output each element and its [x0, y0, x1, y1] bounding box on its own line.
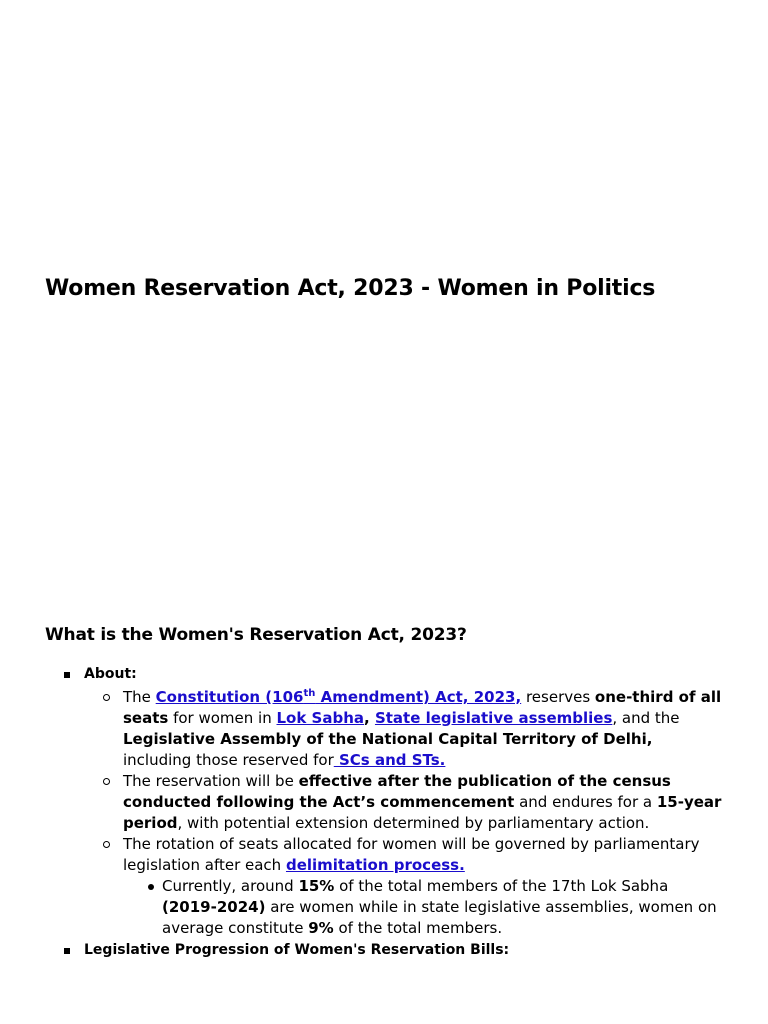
text: of the total members.	[333, 919, 503, 937]
list-item-current-stats	[123, 876, 724, 939]
bold-text: one-third of all seats	[123, 688, 722, 727]
constitution-amendment-link[interactable]	[156, 688, 522, 706]
bold-text: 9%	[308, 919, 334, 937]
bold-text: (2019-2024)	[162, 898, 266, 916]
text: The rotation of seats allocated for women will be governed by parliamentary legislation after each	[123, 835, 700, 874]
list-item-effective	[84, 771, 768, 834]
about-label: About:	[84, 666, 137, 682]
superscript: th	[303, 688, 316, 699]
bold-text: 15%	[298, 877, 335, 895]
bold-text: 15-year period	[123, 793, 722, 832]
lok-sabha-link[interactable]: Lok Sabha	[276, 709, 365, 727]
section-heading: What is the Women's Reservation Act, 2023?	[45, 625, 467, 645]
about-sublist	[84, 687, 768, 939]
text: ,	[364, 709, 375, 727]
text: , and the	[612, 709, 680, 727]
text: and endures for a	[514, 793, 657, 811]
text: The reservation will be	[123, 772, 299, 790]
bold-text: effective after the publication of the census conducted following the Act’s commencement	[123, 772, 671, 811]
text: are women while in state legislative assemblies, women on average constitute	[162, 898, 717, 937]
scs-sts-link[interactable]: SCs and STs.	[333, 751, 446, 769]
bold-text: Legislative Assembly of the National Capital Territory of Delhi,	[123, 730, 653, 748]
link-text: Amendment) Act, 2023,	[315, 688, 522, 706]
list-item-about	[0, 663, 768, 939]
article-content	[0, 663, 768, 961]
text: Currently, around	[162, 877, 299, 895]
state-legislative-assemblies-link[interactable]: State legislative assemblies	[374, 709, 613, 727]
text: The	[123, 688, 156, 706]
list-item-progression	[0, 939, 768, 961]
main-list	[0, 663, 768, 961]
list-item-rotation	[84, 834, 768, 939]
rotation-sublist	[123, 876, 724, 939]
link-text: Constitution (106	[155, 688, 304, 706]
list-item-constitution	[84, 687, 768, 771]
text: for women in	[168, 709, 277, 727]
progression-label: Legislative Progression of Women's Reservation Bills:	[84, 942, 510, 958]
page-title: Women Reservation Act, 2023 - Women in Politics	[45, 276, 656, 301]
text: of the total members of the 17th Lok Sabha	[334, 877, 669, 895]
text: including those reserved for	[123, 751, 334, 769]
text: , with potential extension determined by parliamentary action.	[177, 814, 650, 832]
text: reserves	[521, 688, 595, 706]
delimitation-process-link[interactable]: delimitation process.	[285, 856, 465, 874]
